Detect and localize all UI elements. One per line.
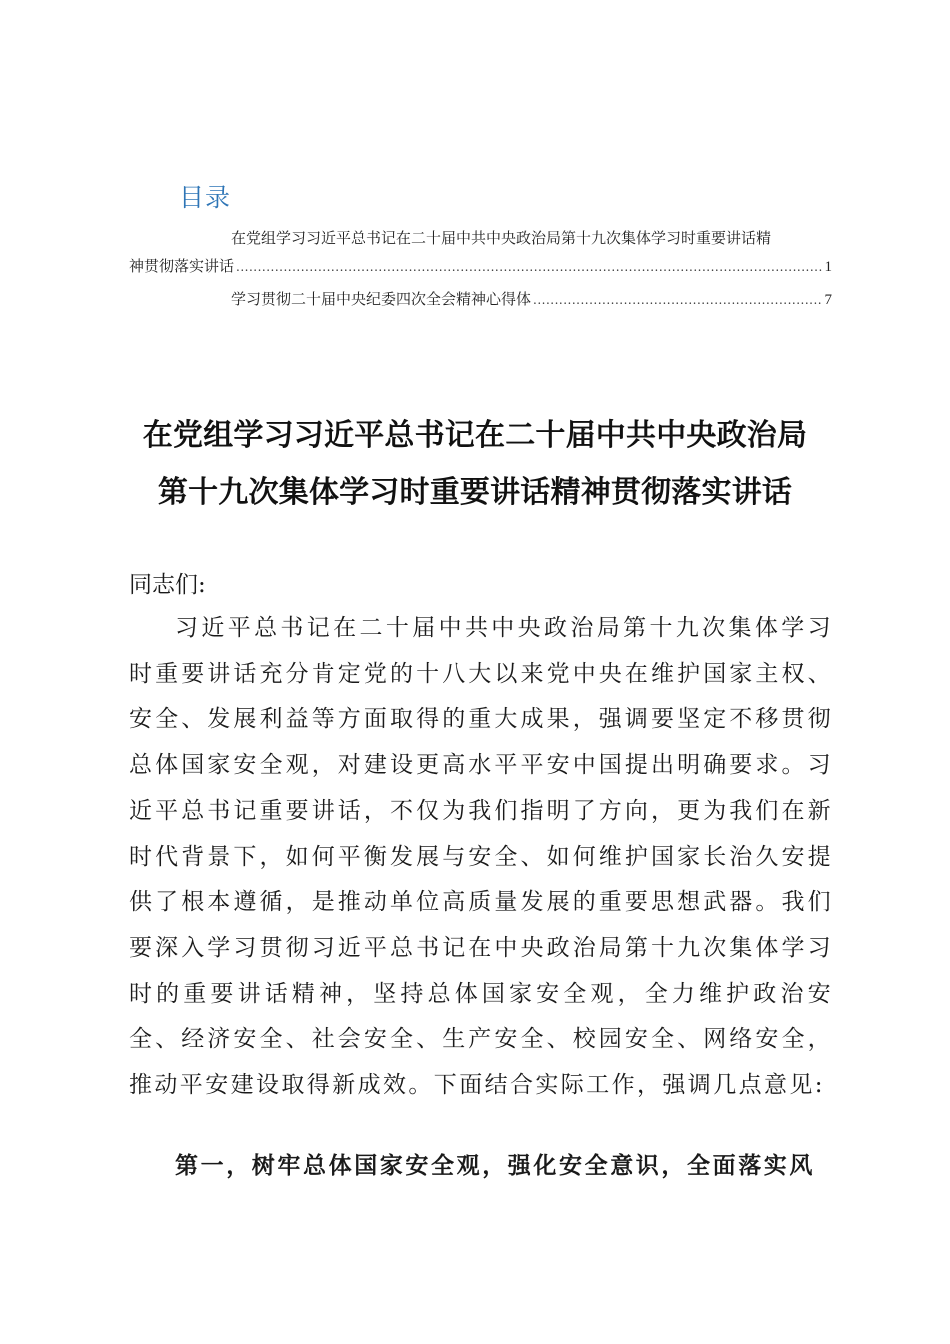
toc-entry-1-page: 1	[824, 259, 832, 275]
toc-entry-2[interactable]	[231, 289, 832, 310]
salutation: 同志们:	[129, 572, 206, 598]
toc-entry-1-text: 神贯彻落实讲话	[129, 257, 235, 275]
toc-entry-1-line1[interactable]: 在党组学习习近平总书记在二十届中共中央政治局第十九次集体学习时重要讲话精	[231, 229, 772, 247]
toc-leader-dots	[236, 257, 822, 277]
article-title-line1: 在党组学习习近平总书记在二十届中共中央政治局	[142, 418, 808, 453]
toc-entry-1-line2[interactable]	[129, 256, 832, 277]
section-heading: 第一，树牢总体国家安全观，强化安全意识，全面落实风	[175, 1152, 815, 1179]
toc-leader-dots	[533, 290, 822, 310]
article-title-line2: 第十九次集体学习时重要讲话精神贯彻落实讲话	[157, 475, 793, 510]
toc-heading: 目录	[179, 183, 232, 212]
toc-entry-2-text: 学习贯彻二十届中央纪委四次全会精神心得体	[231, 290, 532, 308]
toc-entry-2-page: 7	[824, 292, 832, 308]
body-paragraph: 习近平总书记在二十届中共中央政治局第十九次集体学习时重要讲话充分肯定党的十八大以来党中央在维护国家主权、安全、发展利益等方面取得的重大成果，强调要坚定不移贯彻总体国家安全观，对建设更高水平平安中国提出明确要求。习近平总书记重要讲话，不仅为我们指明了方向，更为我们在新时代背景下，如何平衡发展与安全、如何维护国家长治久安提供了根本遵循，是推动单位高质量发展的重要思想武器。我们要深入学习贯彻习近平总书记在中央政治局第十九次集体学习时的重要讲话精神，坚持总体国家安全观，全力维护政治安全、经济安全、社会安全、生产安全、校园安全、网络安全，推动平安建设取得新成效。下面结合实际工作，强调几点意见:	[129, 615, 833, 1099]
